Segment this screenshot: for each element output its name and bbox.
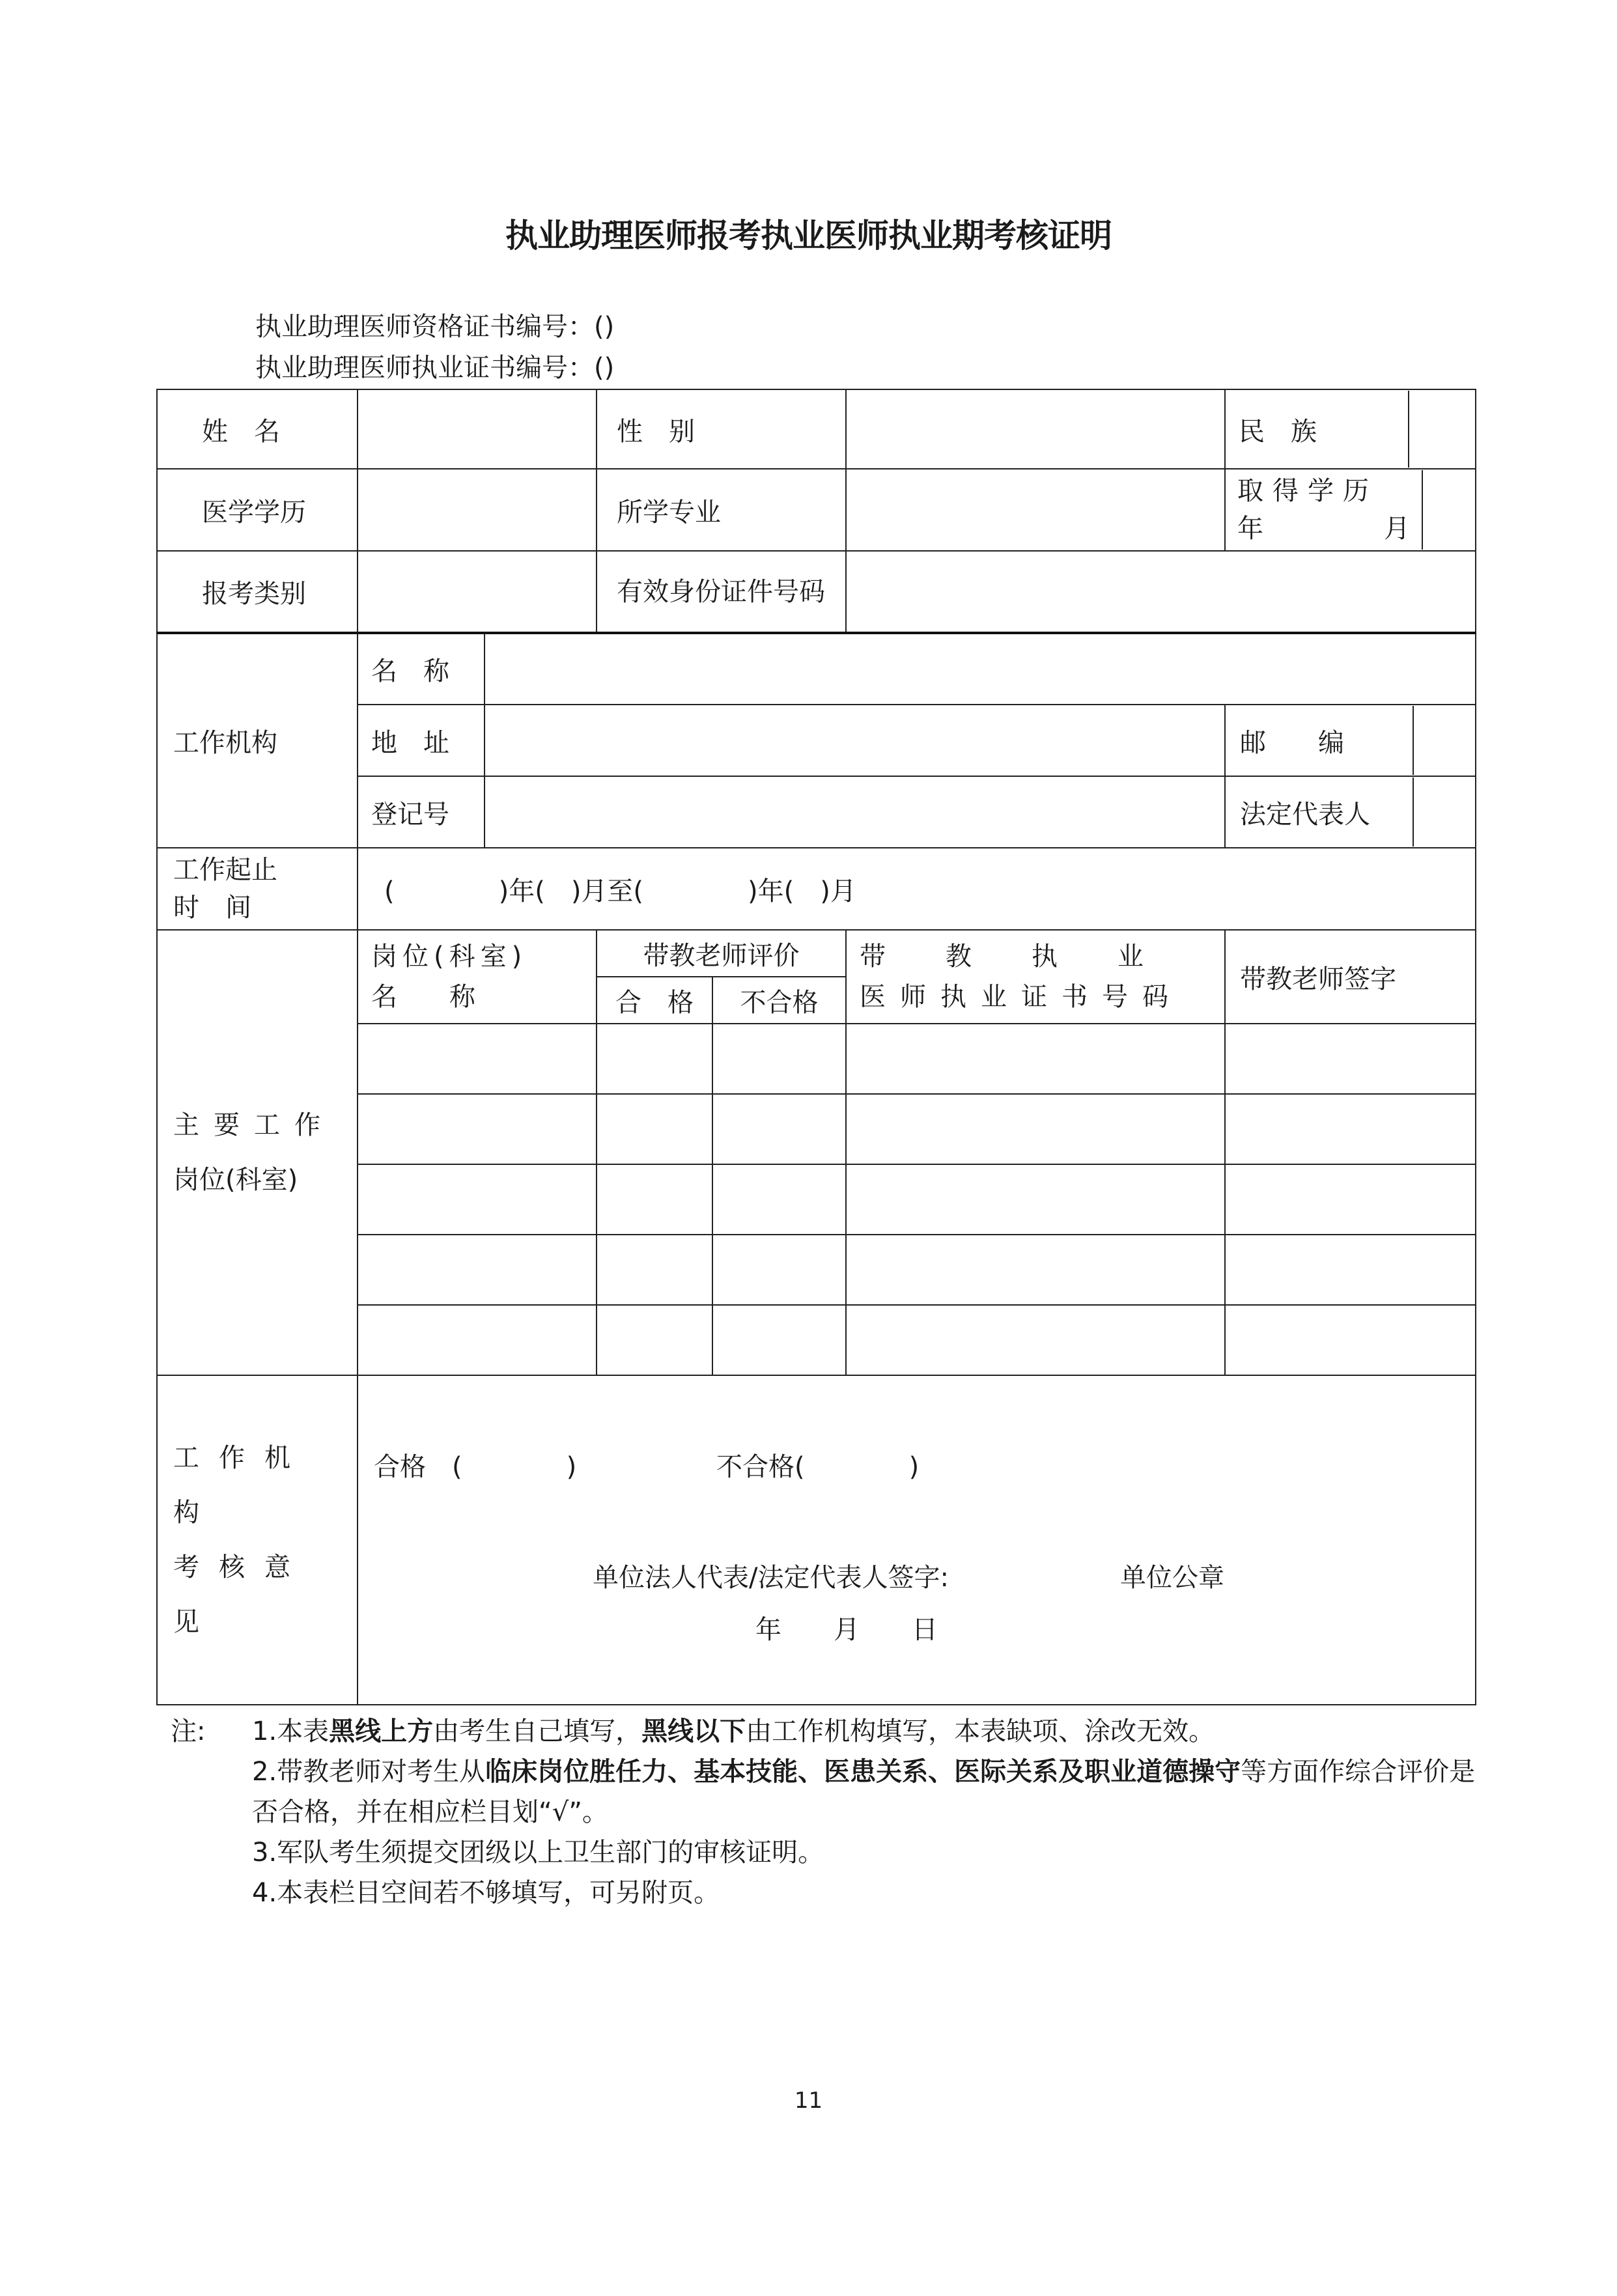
id-number-field[interactable] xyxy=(846,551,1476,633)
assessment-opinion-area[interactable] xyxy=(358,1375,1476,1705)
fail-cell[interactable] xyxy=(712,1164,846,1235)
work-period-field[interactable]: ( )年( )月至( )年( )月 xyxy=(358,848,1476,930)
edu-date-month: 月 xyxy=(1384,514,1410,544)
institution-name-field[interactable] xyxy=(485,633,1476,705)
post-name-cell[interactable] xyxy=(358,1094,597,1164)
name-label: 姓 名 xyxy=(157,389,358,469)
mentor-cert-cell[interactable] xyxy=(846,1024,1225,1094)
ethnicity-label: 民 族 xyxy=(1226,391,1409,468)
mentor-signature-cell[interactable] xyxy=(1225,1164,1476,1235)
mentor-signature-header: 带教老师签字 xyxy=(1225,930,1476,1024)
fail-cell[interactable] xyxy=(712,1024,846,1094)
qualification-cert-number-label: 执业助理医师资格证书编号：() xyxy=(255,312,615,342)
mentor-cert-cell[interactable] xyxy=(846,1305,1225,1375)
major-label: 所学专业 xyxy=(597,469,846,551)
mentor-cert-cell[interactable] xyxy=(846,1094,1225,1164)
registration-number-label: 登记号 xyxy=(358,776,485,848)
pass-cell[interactable] xyxy=(597,1024,712,1094)
work-period-label: 工作起止 时 间 xyxy=(157,848,358,930)
postcode-label: 邮 编 xyxy=(1226,706,1414,775)
page-number: 11 xyxy=(794,2088,823,2114)
note-3: 3.军队考生须提交团级以上卫生部门的审核证明。 xyxy=(252,1838,824,1868)
assessment-label: 工作机构 考核意见 xyxy=(157,1375,358,1705)
unit-seal-label: 单位公章 xyxy=(1120,1563,1224,1593)
edu-date-cell xyxy=(1225,469,1476,551)
post-name-header: 岗位(科室) 名 称 xyxy=(358,930,597,1024)
institution-address-label: 地 址 xyxy=(358,705,485,776)
pass-cell[interactable] xyxy=(597,1305,712,1375)
education-field[interactable] xyxy=(358,469,597,551)
post-name-cell[interactable] xyxy=(358,1164,597,1235)
fail-cell[interactable] xyxy=(712,1235,846,1305)
gender-field[interactable] xyxy=(846,389,1225,469)
mentor-signature-cell[interactable] xyxy=(1225,1024,1476,1094)
pass-cell[interactable] xyxy=(597,1164,712,1235)
mentor-cert-header: 带 教 执 业 医师执业证书号码 xyxy=(846,930,1225,1024)
edu-date-year: 年 xyxy=(1237,514,1263,544)
exam-category-label: 报考类别 xyxy=(157,551,358,633)
name-field[interactable] xyxy=(358,389,597,469)
assessment-form-table xyxy=(156,389,1476,1705)
ethnicity-field[interactable] xyxy=(1409,391,1475,468)
fail-cell[interactable] xyxy=(712,1305,846,1375)
notes-label: 注: xyxy=(171,1716,206,1746)
edu-date-label: 取得学历 xyxy=(1237,476,1378,506)
pass-column-header: 合 格 xyxy=(597,977,712,1024)
post-name-cell[interactable] xyxy=(358,1305,597,1375)
mentor-signature-cell[interactable] xyxy=(1225,1235,1476,1305)
mentor-cert-cell[interactable] xyxy=(846,1164,1225,1235)
registration-number-field[interactable] xyxy=(485,776,1225,848)
ethnicity-cell xyxy=(1225,389,1476,469)
document-title: 执业助理医师报考执业医师执业期考核证明 xyxy=(505,216,1112,255)
post-name-cell[interactable] xyxy=(358,1024,597,1094)
pass-cell[interactable] xyxy=(597,1094,712,1164)
assessment-date-label: 年 月 日 xyxy=(755,1615,938,1645)
id-number-label: 有效身份证件号码 xyxy=(597,551,846,633)
notes-section xyxy=(171,1711,1480,1913)
major-field[interactable] xyxy=(846,469,1225,551)
education-label: 医学学历 xyxy=(157,469,358,551)
main-posts-label: 主要工作 岗位(科室) xyxy=(157,930,358,1375)
legal-rep-label: 法定代表人 xyxy=(1226,777,1414,847)
practice-cert-number-label: 执业助理医师执业证书编号：() xyxy=(255,353,615,383)
exam-category-field[interactable] xyxy=(358,551,597,633)
note-1: 1.本表黑线上方由考生自己填写，黑线以下由工作机构填写，本表缺项、涂改无效。 xyxy=(252,1716,1215,1746)
postcode-field[interactable] xyxy=(1414,706,1475,775)
post-name-cell[interactable] xyxy=(358,1235,597,1305)
gender-label: 性 别 xyxy=(597,389,846,469)
mentor-cert-cell[interactable] xyxy=(846,1235,1225,1305)
assessment-pass-option[interactable]: 合格 ( ) xyxy=(374,1452,577,1482)
note-4: 4.本表栏目空间若不够填写，可另附页。 xyxy=(252,1878,720,1908)
note-2: 2.带教老师对考生从临床岗位胜任力、基本技能、医患关系、医际关系及职业道德操守等方面作综合评价是否合格，并在相应栏目划“√”。 xyxy=(252,1757,1476,1827)
legal-rep-cell xyxy=(1225,776,1476,848)
fail-cell[interactable] xyxy=(712,1094,846,1164)
legal-rep-field[interactable] xyxy=(1414,777,1475,847)
mentor-signature-cell[interactable] xyxy=(1225,1305,1476,1375)
assessment-fail-option[interactable]: 不合格( ) xyxy=(716,1452,920,1482)
pass-cell[interactable] xyxy=(597,1235,712,1305)
mentor-signature-cell[interactable] xyxy=(1225,1094,1476,1164)
mentor-evaluation-header: 带教老师评价 xyxy=(597,930,846,977)
fail-column-header: 不合格 xyxy=(712,977,846,1024)
institution-name-label: 名 称 xyxy=(358,633,485,705)
postcode-cell xyxy=(1225,705,1476,776)
legal-rep-signature-label: 单位法人代表/法定代表人签字: xyxy=(593,1563,949,1593)
edu-date-field[interactable] xyxy=(1423,470,1475,550)
institution-address-field[interactable] xyxy=(485,705,1225,776)
institution-label: 工作机构 xyxy=(157,633,358,848)
